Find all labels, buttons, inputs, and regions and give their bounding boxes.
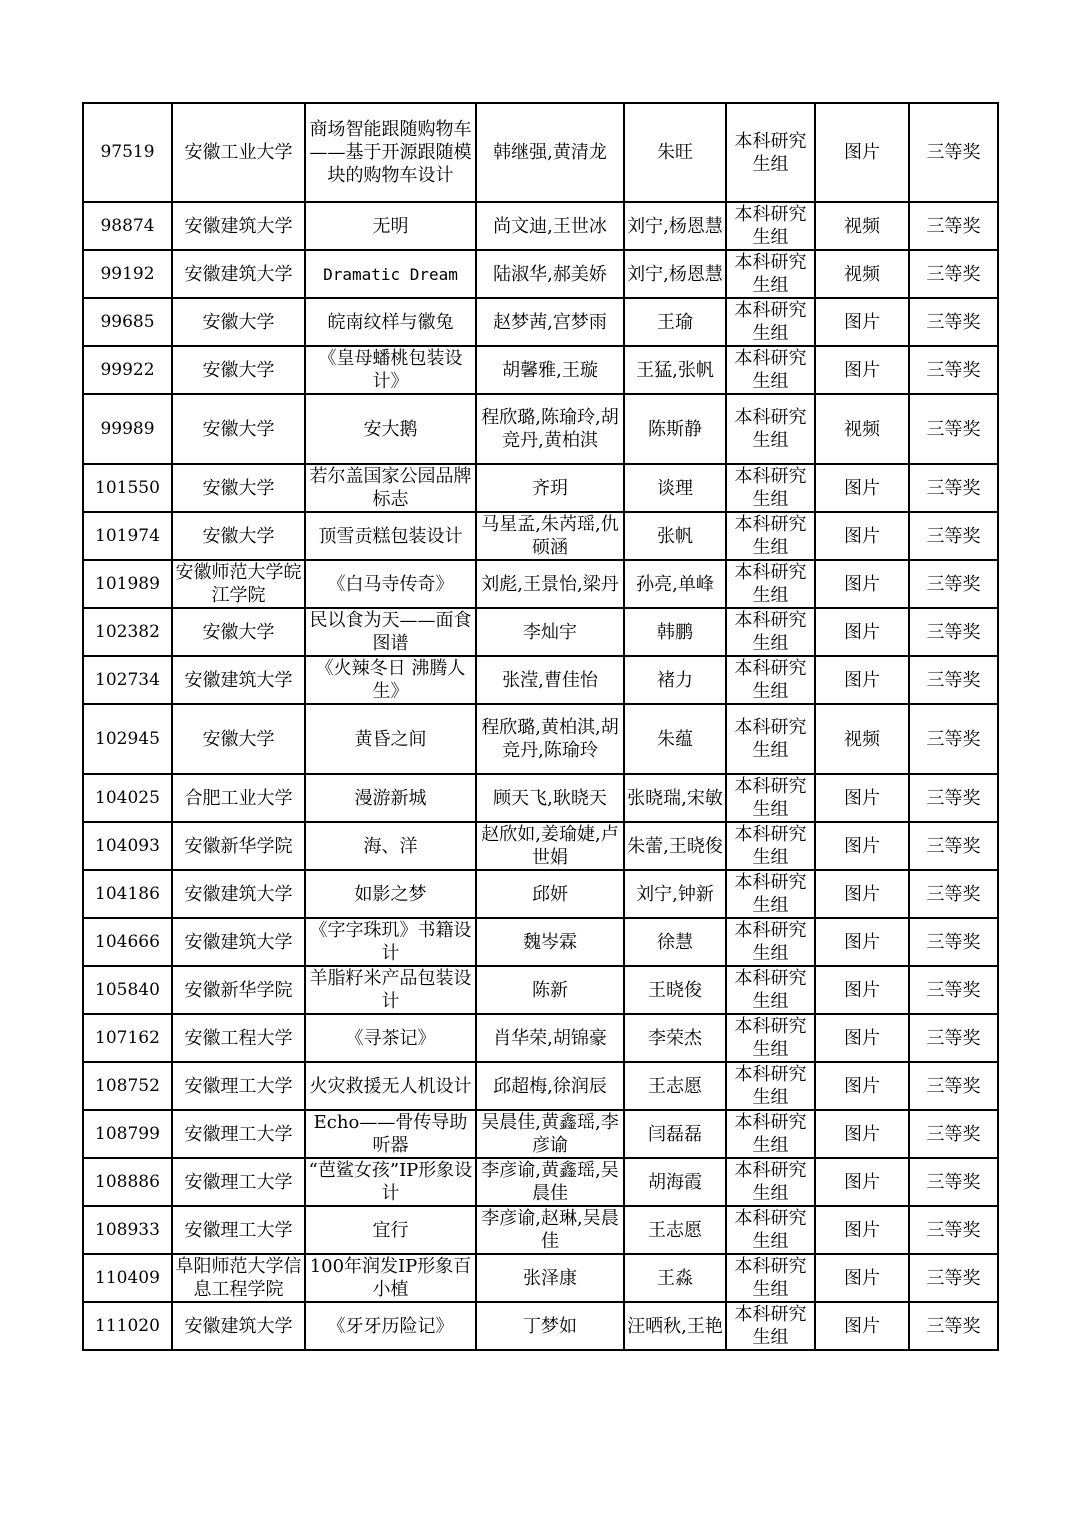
group: 本科研究生组 [726, 656, 815, 704]
table-row [83, 1302, 998, 1350]
advisor: 褚力 [624, 656, 726, 704]
award: 三等奖 [909, 918, 998, 966]
award: 三等奖 [909, 346, 998, 394]
work-type: 图片 [815, 464, 909, 512]
entry-id: 99192 [83, 250, 172, 298]
authors: 齐玥 [476, 464, 624, 512]
award: 三等奖 [909, 822, 998, 870]
school: 安徽工程大学 [172, 1014, 305, 1062]
work-title: 如影之梦 [305, 870, 476, 918]
work-type: 图片 [815, 346, 909, 394]
authors: 赵梦茜,宫梦雨 [476, 298, 624, 346]
award: 三等奖 [909, 1158, 998, 1206]
school: 安徽大学 [172, 346, 305, 394]
group: 本科研究生组 [726, 1158, 815, 1206]
work-type: 图片 [815, 1254, 909, 1302]
advisor: 王志愿 [624, 1062, 726, 1110]
authors: 李灿宇 [476, 608, 624, 656]
work-title: “芭鲨女孩”IP形象设计 [305, 1158, 476, 1206]
table-row [83, 822, 998, 870]
authors: 李彦谕,黄鑫瑶,吴晨佳 [476, 1158, 624, 1206]
advisor: 谈理 [624, 464, 726, 512]
award: 三等奖 [909, 202, 998, 250]
group: 本科研究生组 [726, 512, 815, 560]
work-type: 视频 [815, 250, 909, 298]
group: 本科研究生组 [726, 202, 815, 250]
table-row [83, 560, 998, 608]
table-row [83, 1110, 998, 1158]
award: 三等奖 [909, 1302, 998, 1350]
advisor: 王志愿 [624, 1206, 726, 1254]
entry-id: 101550 [83, 464, 172, 512]
advisor: 李荣杰 [624, 1014, 726, 1062]
entry-id: 104025 [83, 774, 172, 822]
group: 本科研究生组 [726, 250, 815, 298]
advisor: 胡海霞 [624, 1158, 726, 1206]
award: 三等奖 [909, 512, 998, 560]
authors: 吴晨佳,黄鑫瑶,李彦谕 [476, 1110, 624, 1158]
award-table-body [83, 103, 998, 1350]
table-row [83, 1014, 998, 1062]
table-row [83, 346, 998, 394]
authors: 李彦谕,赵琳,吴晨佳 [476, 1206, 624, 1254]
work-type: 图片 [815, 608, 909, 656]
award: 三等奖 [909, 608, 998, 656]
authors: 程欣璐,黄柏淇,胡竞丹,陈瑜玲 [476, 704, 624, 774]
entry-id: 102382 [83, 608, 172, 656]
table-row [83, 918, 998, 966]
award: 三等奖 [909, 704, 998, 774]
work-title: 《皇母蟠桃包装设计》 [305, 346, 476, 394]
entry-id: 99685 [83, 298, 172, 346]
award-list-sheet [82, 102, 999, 1351]
award: 三等奖 [909, 1062, 998, 1110]
advisor: 韩鹏 [624, 608, 726, 656]
work-title: 皖南纹样与徽兔 [305, 298, 476, 346]
table-row [83, 394, 998, 464]
school: 安徽建筑大学 [172, 250, 305, 298]
advisor: 刘宁,钟新 [624, 870, 726, 918]
authors: 程欣璐,陈瑜玲,胡竞丹,黄柏淇 [476, 394, 624, 464]
work-title: 《寻茶记》 [305, 1014, 476, 1062]
table-row [83, 774, 998, 822]
authors: 陆淑华,郝美娇 [476, 250, 624, 298]
authors: 马星孟,朱芮瑶,仇硕涵 [476, 512, 624, 560]
advisor: 朱蕴 [624, 704, 726, 774]
school: 安徽大学 [172, 298, 305, 346]
advisor: 刘宁,杨恩慧 [624, 202, 726, 250]
work-title: 黄昏之间 [305, 704, 476, 774]
entry-id: 102734 [83, 656, 172, 704]
award: 三等奖 [909, 103, 998, 202]
award: 三等奖 [909, 774, 998, 822]
school: 安徽大学 [172, 704, 305, 774]
entry-id: 102945 [83, 704, 172, 774]
school: 安徽新华学院 [172, 822, 305, 870]
table-row [83, 966, 998, 1014]
authors: 张滢,曹佳怡 [476, 656, 624, 704]
school: 安徽建筑大学 [172, 656, 305, 704]
authors: 刘彪,王景怡,梁丹 [476, 560, 624, 608]
work-type: 图片 [815, 560, 909, 608]
advisor: 王淼 [624, 1254, 726, 1302]
work-type: 图片 [815, 103, 909, 202]
group: 本科研究生组 [726, 870, 815, 918]
school: 安徽理工大学 [172, 1062, 305, 1110]
school: 安徽建筑大学 [172, 202, 305, 250]
award: 三等奖 [909, 1254, 998, 1302]
table-row [83, 103, 998, 202]
table-row [83, 1158, 998, 1206]
work-type: 图片 [815, 918, 909, 966]
authors: 邱妍 [476, 870, 624, 918]
advisor: 陈斯静 [624, 394, 726, 464]
authors: 赵欣如,姜瑜婕,卢世娟 [476, 822, 624, 870]
group: 本科研究生组 [726, 298, 815, 346]
award: 三等奖 [909, 560, 998, 608]
group: 本科研究生组 [726, 394, 815, 464]
work-title: Dramatic Dream [305, 250, 476, 298]
entry-id: 99922 [83, 346, 172, 394]
table-row [83, 704, 998, 774]
school: 安徽大学 [172, 608, 305, 656]
school: 安徽大学 [172, 464, 305, 512]
work-type: 图片 [815, 1014, 909, 1062]
work-type: 视频 [815, 394, 909, 464]
work-title: Echo——骨传导助听器 [305, 1110, 476, 1158]
award: 三等奖 [909, 464, 998, 512]
group: 本科研究生组 [726, 346, 815, 394]
school: 阜阳师范大学信息工程学院 [172, 1254, 305, 1302]
entry-id: 107162 [83, 1014, 172, 1062]
school: 安徽理工大学 [172, 1158, 305, 1206]
group: 本科研究生组 [726, 1254, 815, 1302]
award: 三等奖 [909, 1206, 998, 1254]
entry-id: 108799 [83, 1110, 172, 1158]
award: 三等奖 [909, 1014, 998, 1062]
table-row [83, 1062, 998, 1110]
work-type: 图片 [815, 870, 909, 918]
work-type: 图片 [815, 1206, 909, 1254]
entry-id: 101989 [83, 560, 172, 608]
award: 三等奖 [909, 1110, 998, 1158]
work-title: 火灾救援无人机设计 [305, 1062, 476, 1110]
work-title: 无明 [305, 202, 476, 250]
entry-id: 108752 [83, 1062, 172, 1110]
group: 本科研究生组 [726, 1302, 815, 1350]
table-row [83, 298, 998, 346]
table-row [83, 464, 998, 512]
group: 本科研究生组 [726, 1110, 815, 1158]
work-title: 海、洋 [305, 822, 476, 870]
work-title: 漫游新城 [305, 774, 476, 822]
work-type: 图片 [815, 656, 909, 704]
advisor: 徐慧 [624, 918, 726, 966]
entry-id: 104093 [83, 822, 172, 870]
entry-id: 97519 [83, 103, 172, 202]
table-row [83, 512, 998, 560]
advisor: 王晓俊 [624, 966, 726, 1014]
authors: 邱超梅,徐润辰 [476, 1062, 624, 1110]
work-title: 安大鹅 [305, 394, 476, 464]
advisor: 王瑜 [624, 298, 726, 346]
group: 本科研究生组 [726, 918, 815, 966]
table-row [83, 250, 998, 298]
table-row [83, 656, 998, 704]
group: 本科研究生组 [726, 103, 815, 202]
work-title: 《白马寺传奇》 [305, 560, 476, 608]
school: 安徽新华学院 [172, 966, 305, 1014]
entry-id: 108933 [83, 1206, 172, 1254]
table-row [83, 1254, 998, 1302]
award: 三等奖 [909, 394, 998, 464]
school: 安徽大学 [172, 394, 305, 464]
authors: 陈新 [476, 966, 624, 1014]
work-title: 《牙牙历险记》 [305, 1302, 476, 1350]
school: 安徽建筑大学 [172, 870, 305, 918]
table-row [83, 608, 998, 656]
work-title: 羊脂籽米产品包装设计 [305, 966, 476, 1014]
entry-id: 104186 [83, 870, 172, 918]
work-title: 若尔盖国家公园品牌标志 [305, 464, 476, 512]
group: 本科研究生组 [726, 704, 815, 774]
entry-id: 110409 [83, 1254, 172, 1302]
work-title: 顶雪贡糕包装设计 [305, 512, 476, 560]
authors: 张泽康 [476, 1254, 624, 1302]
work-title: 商场智能跟随购物车——基于开源跟随模块的购物车设计 [305, 103, 476, 202]
work-type: 图片 [815, 822, 909, 870]
school: 安徽工业大学 [172, 103, 305, 202]
school: 安徽建筑大学 [172, 918, 305, 966]
work-type: 图片 [815, 512, 909, 560]
school: 合肥工业大学 [172, 774, 305, 822]
entry-id: 99989 [83, 394, 172, 464]
entry-id: 108886 [83, 1158, 172, 1206]
table-row [83, 870, 998, 918]
group: 本科研究生组 [726, 464, 815, 512]
advisor: 朱蕾,王晓俊 [624, 822, 726, 870]
group: 本科研究生组 [726, 1206, 815, 1254]
advisor: 汪哂秋,王艳 [624, 1302, 726, 1350]
work-title: 100年润发IP形象百小植 [305, 1254, 476, 1302]
authors: 肖华荣,胡锦豪 [476, 1014, 624, 1062]
school: 安徽理工大学 [172, 1110, 305, 1158]
group: 本科研究生组 [726, 966, 815, 1014]
authors: 胡馨雅,王璇 [476, 346, 624, 394]
work-title: 《字字珠玑》书籍设计 [305, 918, 476, 966]
work-type: 图片 [815, 1110, 909, 1158]
group: 本科研究生组 [726, 560, 815, 608]
group: 本科研究生组 [726, 1014, 815, 1062]
award: 三等奖 [909, 966, 998, 1014]
advisor: 王猛,张帆 [624, 346, 726, 394]
advisor: 刘宁,杨恩慧 [624, 250, 726, 298]
table-row [83, 202, 998, 250]
table-row [83, 1206, 998, 1254]
entry-id: 101974 [83, 512, 172, 560]
authors: 尚文迪,王世冰 [476, 202, 624, 250]
authors: 顾天飞,耿晓天 [476, 774, 624, 822]
award: 三等奖 [909, 250, 998, 298]
school: 安徽大学 [172, 512, 305, 560]
authors: 韩继强,黄清龙 [476, 103, 624, 202]
advisor: 朱旺 [624, 103, 726, 202]
group: 本科研究生组 [726, 774, 815, 822]
group: 本科研究生组 [726, 822, 815, 870]
advisor: 闫磊磊 [624, 1110, 726, 1158]
award: 三等奖 [909, 298, 998, 346]
school: 安徽建筑大学 [172, 1302, 305, 1350]
entry-id: 104666 [83, 918, 172, 966]
work-title: 民以食为天——面食图谱 [305, 608, 476, 656]
work-type: 图片 [815, 1158, 909, 1206]
advisor: 张帆 [624, 512, 726, 560]
work-type: 图片 [815, 1062, 909, 1110]
advisor: 孙亮,单峰 [624, 560, 726, 608]
group: 本科研究生组 [726, 608, 815, 656]
work-type: 图片 [815, 298, 909, 346]
entry-id: 98874 [83, 202, 172, 250]
entry-id: 105840 [83, 966, 172, 1014]
authors: 丁梦如 [476, 1302, 624, 1350]
work-type: 图片 [815, 966, 909, 1014]
work-type: 视频 [815, 202, 909, 250]
award: 三等奖 [909, 870, 998, 918]
entry-id: 111020 [83, 1302, 172, 1350]
authors: 魏岑霖 [476, 918, 624, 966]
work-title: 宜行 [305, 1206, 476, 1254]
school: 安徽师范大学皖江学院 [172, 560, 305, 608]
award-table [82, 102, 999, 1351]
work-type: 图片 [815, 774, 909, 822]
advisor: 张晓瑞,宋敏 [624, 774, 726, 822]
work-type: 视频 [815, 704, 909, 774]
award: 三等奖 [909, 656, 998, 704]
work-type: 图片 [815, 1302, 909, 1350]
work-title: 《火辣冬日 沸腾人生》 [305, 656, 476, 704]
group: 本科研究生组 [726, 1062, 815, 1110]
school: 安徽理工大学 [172, 1206, 305, 1254]
